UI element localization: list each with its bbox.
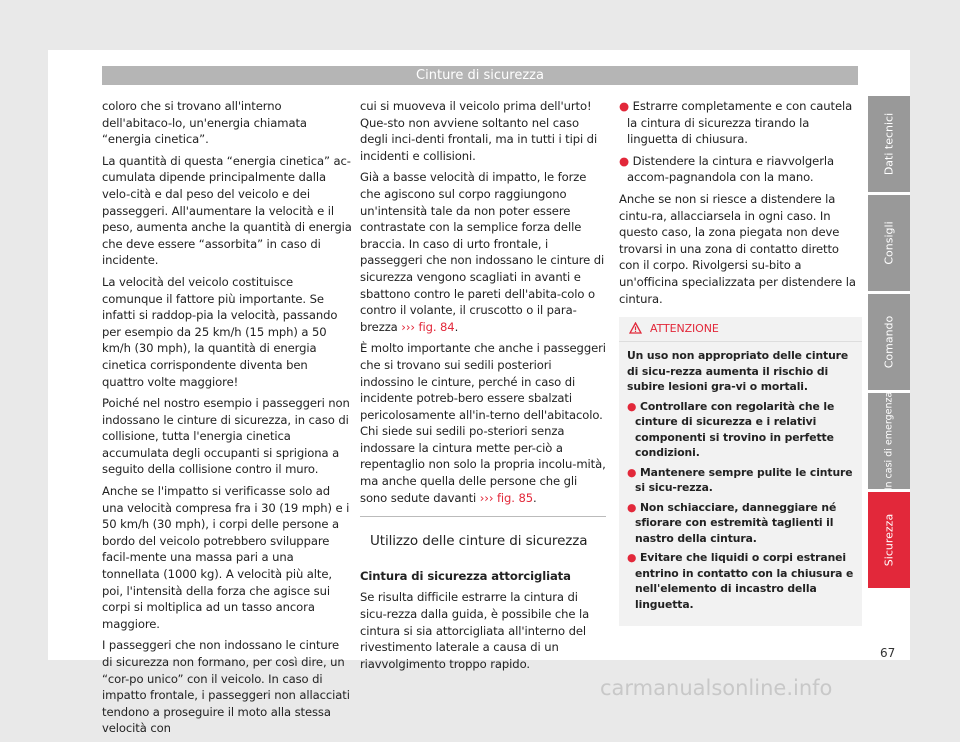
column-right — [619, 98, 862, 626]
paragraph: È molto importante che anche i passeggeri che si trovano sui sedili posteriori indossino le cinture, perché in caso di incidente potreb-bero essere sbalzati pericolosamente all'in-terno dell'abitacolo. Chi siede sui sedili po-steriori senza indossare la cintura mette per-ciò a repentaglio non solo la propria incolu-mità, ma anche quella delle persone che gli sono sedute davanti ››› fig. 85. — [360, 341, 606, 505]
warning-triangle-icon — [629, 322, 642, 334]
warning-body — [619, 342, 862, 626]
bullet-dot-icon: ● — [619, 99, 630, 113]
paragraph: Poiché nel nostro esempio i passeggeri non indossano le cinture di sicurezza, in caso di collisione, tutta l'energia cinetica accumulata degli occupanti si sprigiona a seguito della collisione contro il muro. — [102, 396, 350, 477]
bullet-dot-icon: ● — [627, 551, 637, 565]
paragraph: La velocità del veicolo costituisce comunque il fattore più importante. Se infatti si raddop-pia la velocità, passando per esempio da 25 km/h (15 mph) a 50 km/h (30 mph), la quantità di energia cinetica corrispondente diventa ben quattro volte maggiore! — [102, 274, 338, 389]
watermark: carmanualsonline.info — [600, 676, 833, 700]
warning-item: ● Evitare che liquidi o corpi estranei entrino in contatto con la chiusura e nell'elemento di incastro della linguetta. — [627, 551, 854, 611]
tab-sicurezza[interactable]: Sicurezza — [868, 492, 910, 588]
warning-item: ● Mantenere sempre pulite le cinture si sicu-rezza. — [627, 465, 853, 495]
bullet-dot-icon: ● — [627, 500, 637, 514]
warning-intro: Un uso non appropriato delle cinture di sicu-rezza aumenta il rischio di subire lesioni gra-vi o mortali. — [627, 349, 849, 394]
bullet-dot-icon: ● — [619, 153, 630, 168]
subsection-title: Cintura di sicurezza attorcigliata — [360, 568, 571, 583]
bullet-dot-icon: ● — [627, 399, 637, 413]
paragraph: Anche se l'impatto si verificasse solo ad una velocità compresa fra i 30 (19 mph) e i 50 km/h (30 mph), i corpi delle persone a bordo del veicolo potrebbero sviluppare facil-mente una massa pari a una tonnellata (1000 kg). A velocità più alte, poi, l'intensità della forza che agisce sui corpi si moltiplica ad un tasso ancora maggiore. — [102, 484, 350, 631]
paragraph: Se risulta difficile estrarre la cintura di sicu-rezza dalla guida, è possibile che la cintura si sia attorcigliata all'interno del rivestimento laterale a causa di un riavvolgimento troppo rapido. — [360, 590, 590, 671]
warning-title: ATTENZIONE — [650, 322, 719, 336]
warning-item: ● Non schiacciare, danneggiare né sfiorare con estremità taglienti il nastro della cintura. — [627, 500, 837, 545]
warning-box — [619, 317, 862, 626]
tab-comando[interactable]: Comando — [868, 294, 910, 390]
paragraph: coloro che si trovano all'interno dell'abitaco-lo, un'energia chiamata “energia cinetica”. — [102, 99, 307, 147]
column-left — [102, 98, 352, 742]
figure-link-85[interactable]: ››› fig. 85 — [479, 490, 534, 505]
section-divider — [360, 516, 606, 517]
warning-header — [619, 317, 862, 342]
paragraph: cui si muoveva il veicolo prima dell'urto! Que-sto non avviene soltanto nel caso degli inci-denti frontali, ma in tutti i tipi di incidenti e collisioni. — [360, 99, 598, 163]
chapter-tabs — [868, 96, 910, 591]
warning-item: ● Controllare con regolarità che le cinture di sicurezza e i relativi componenti si trovino in perfette condizioni. — [627, 399, 835, 460]
bullet-item: ● Estrarre completamente e con cautela la cintura di sicurezza tirando la linguetta di chiusura. — [619, 99, 853, 147]
figure-link-84[interactable]: ››› fig. 84 — [401, 319, 455, 334]
page-header: Cinture di sicurezza — [102, 66, 858, 85]
page-number: 67 — [880, 646, 896, 660]
bullet-item: ● Distendere la cintura e riavvolgerla accom-pagnandola con la mano. — [619, 153, 834, 185]
column-middle — [360, 98, 606, 677]
tab-dati-tecnici[interactable]: Dati tecnici — [868, 96, 910, 192]
paragraph: La quantità di questa “energia cinetica” ac-cumulata dipende principalmente dalla velo-cità e dal peso del veicolo e dei passeggeri. All'aumentare la velocità e il peso, aumenta anche la quantità di energia che deve essere “assorbita” in caso di incidente. — [102, 153, 352, 268]
bullet-dot-icon: ● — [627, 465, 637, 479]
tab-consigli[interactable]: Consigli — [868, 195, 910, 291]
tab-in-casi-di-emergenza[interactable]: In casi di emergenza — [868, 393, 910, 489]
paragraph: Anche se non si riesce a distendere la cintu-ra, allacciarsela in ogni caso. In questo caso, la zona piegata non deve trovarsi in una zona di contatto diretto con il corpo. Rivolgersi su-bito a un'officina specializzata per distendere la cintura. — [619, 191, 856, 306]
section-title: Utilizzo delle cinture di sicurezza — [370, 533, 588, 550]
paragraph: Già a basse velocità di impatto, le forze che agiscono sul corpo raggiungono un'intensità tale da non poter essere contrastate con la semplice forza delle braccia. In caso di urto frontale, i passeggeri che non indossano le cinture di sicurezza vengono scagliati in avanti e sbattono contro le pareti dell'abita-colo o contro il volante, il cruscotto o il para-brezza ››› fig. 84. — [360, 170, 605, 334]
paragraph: I passeggeri che non indossano le cinture di sicurezza non formano, per così dire, un “cor-po unico” con il veicolo. In caso di impatto frontale, i passeggeri non allacciati tendono a proseguire il moto alla stessa velocità con — [102, 638, 350, 736]
